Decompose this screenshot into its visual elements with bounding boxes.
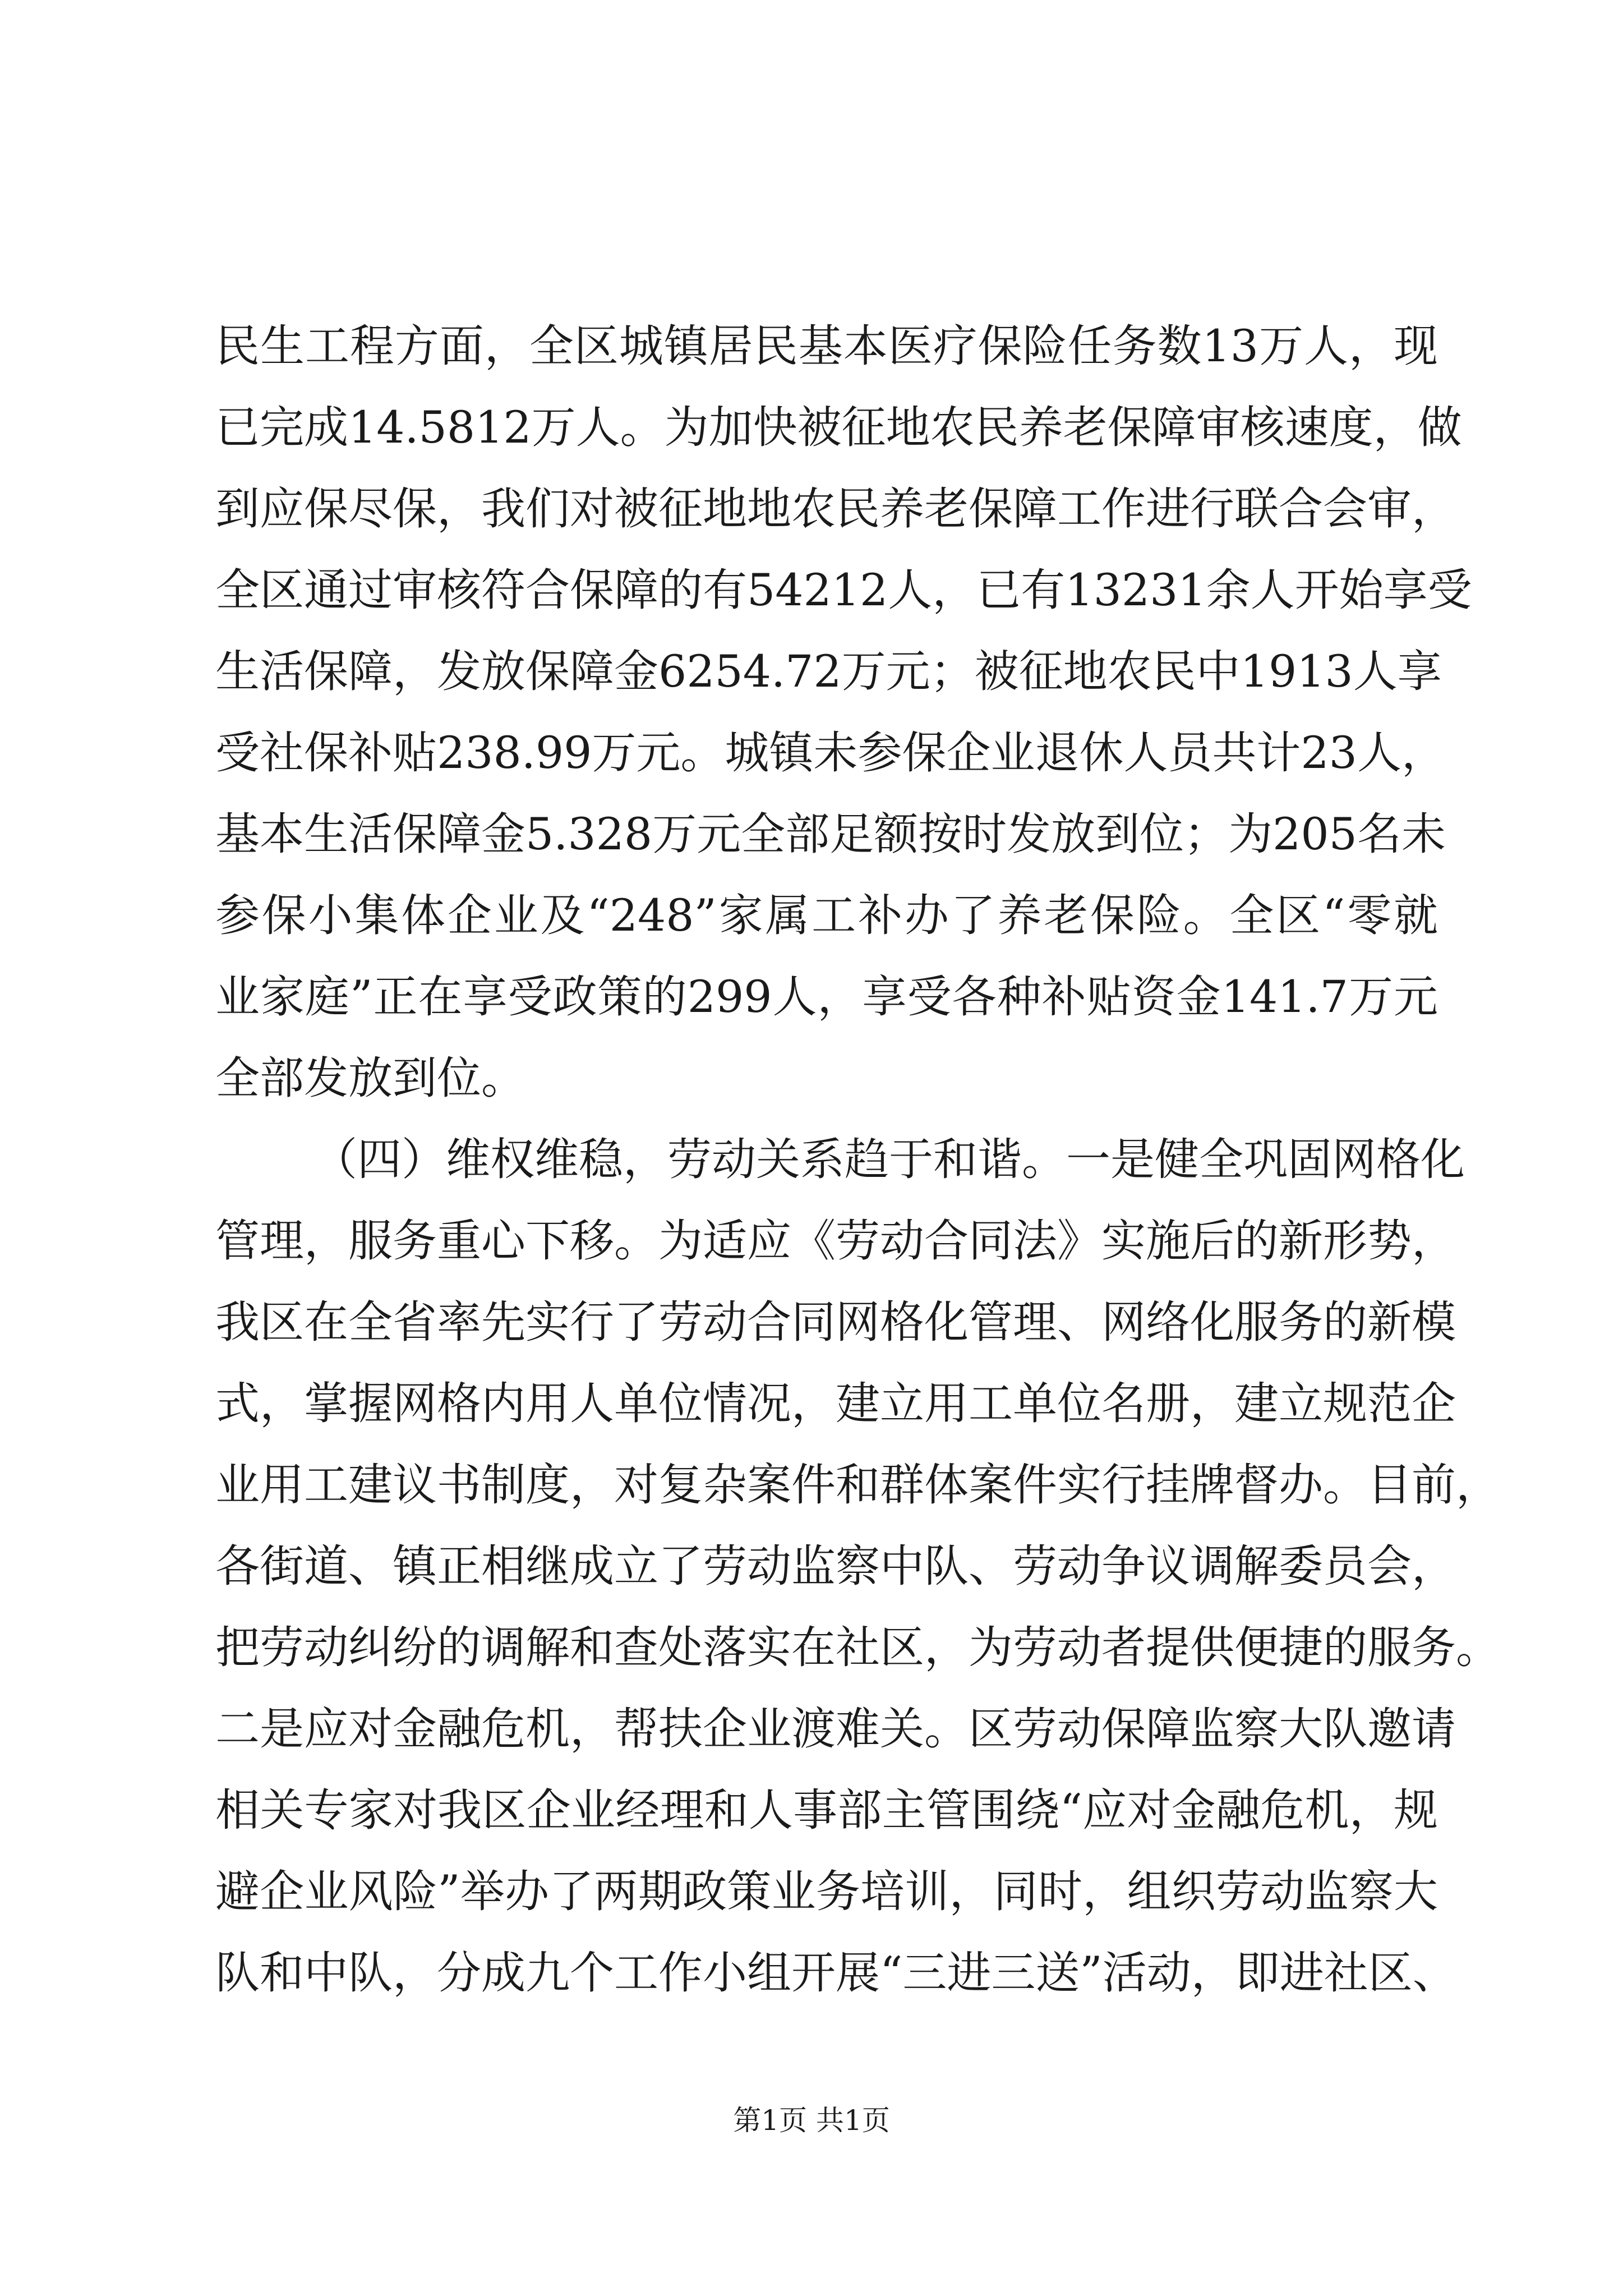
text-line: 队和中队，分成九个工作小组开展“三进三送”活动，即进社区、 [215, 1947, 1457, 1999]
text-line: 相关专家对我区企业经理和人事部主管围绕“应对金融危机，规 [215, 1784, 1438, 1836]
text-line: 业用工建议书制度，对复杂案件和群体案件实行挂牌督办。目前， [215, 1459, 1500, 1511]
text-line: 生活保障，发放保障金6254.72万元；被征地农民中1913人享 [215, 646, 1442, 697]
text-line: 业家庭”正在享受政策的299人，享受各种补贴资金141.7万元 [215, 971, 1438, 1023]
text-line: 到应保尽保，我们对被征地地农民养老保障工作进行联合会审， [215, 483, 1456, 535]
text-line: 基本生活保障金5.328万元全部足额按时发放到位；为205名未 [215, 808, 1446, 860]
text-line: 民生工程方面，全区城镇居民基本医疗保险任务数13万人，现 [215, 320, 1438, 372]
text-line: 受社保补贴238.99万元。城镇未参保企业退休人员共计23人， [215, 727, 1446, 779]
section-heading-line: （四）维权维稳，劳动关系趋于和谐。一是健全巩固网格化 [313, 1134, 1465, 1185]
text-line: 把劳动纠纷的调解和查处落实在社区，为劳动者提供便捷的服务。 [215, 1622, 1500, 1673]
page-footer [0, 2098, 1623, 2138]
text-line: 全区通过审核符合保障的有54212人，已有13231余人开始享受 [215, 564, 1472, 616]
text-line: 全部发放到位。 [215, 1052, 525, 1104]
text-line: 式，掌握网格内用人单位情况，建立用工单位名册，建立规范企 [215, 1378, 1456, 1429]
text-line: 各街道、镇正相继成立了劳动监察中队、劳动争议调解委员会， [215, 1540, 1456, 1592]
text-line: 二是应对金融危机，帮扶企业渡难关。区劳动保障监察大队邀请 [215, 1703, 1456, 1755]
text-line: 我区在全省率先实行了劳动合同网格化管理、网络化服务的新模 [215, 1296, 1456, 1348]
text-line: 管理，服务重心下移。为适应《劳动合同法》实施后的新形势， [215, 1215, 1456, 1267]
page-number-label: 第1页 共1页 [733, 2104, 890, 2137]
text-line: 避企业风险”举办了两期政策业务培训，同时，组织劳动监察大 [215, 1866, 1438, 1917]
body-text [215, 306, 1500, 2014]
text-line: 已完成14.5812万人。为加快被征地农民养老保障审核速度，做 [215, 402, 1462, 453]
text-line: 参保小集体企业及“248”家属工补办了养老保险。全区“零就 [215, 890, 1438, 941]
